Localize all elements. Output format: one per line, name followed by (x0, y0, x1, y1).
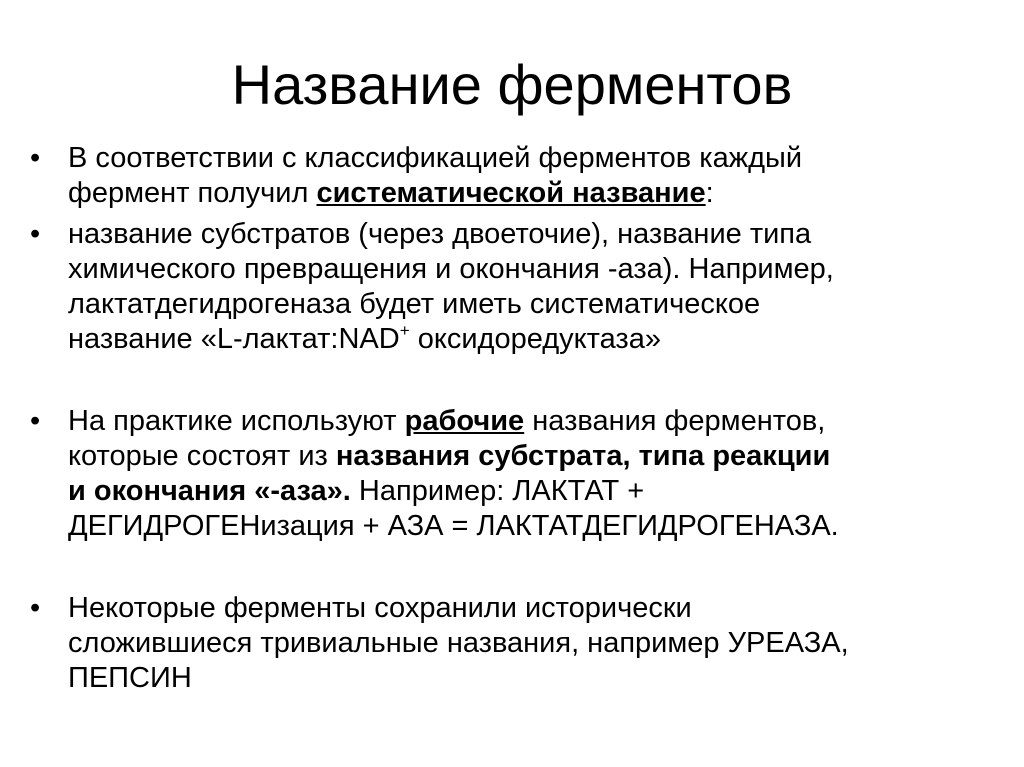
superscript-plus: + (399, 321, 410, 340)
emphasis-systematic-name: систематической название (316, 177, 706, 209)
text-span: На практике используют (68, 405, 405, 437)
text-line: химического превращения и окончания -аза). Например, (68, 253, 834, 285)
text-line: Некоторые ферменты сохранили исторически (68, 592, 692, 624)
slide-title: Название ферментов (231, 53, 793, 116)
bullet-item (30, 404, 990, 544)
text-line: ДЕГИДРОГЕНизация + АЗА = ЛАКТАТДЕГИДРОГЕНАЗА. (68, 510, 839, 542)
text-line: ПЕПСИН (68, 662, 192, 694)
bullet-item (30, 591, 990, 696)
text-line (68, 474, 990, 509)
text-span: Например: ЛАКТАТ + (350, 475, 645, 507)
text-span: оксидоредуктаза» (409, 323, 661, 355)
text-span: фермент получил (68, 177, 317, 209)
emphasis-ending: и окончания «-аза». (68, 475, 351, 507)
text-line (68, 404, 990, 439)
bullet-item (30, 217, 990, 357)
text-line (68, 322, 990, 357)
bullet-dot: • (30, 142, 41, 174)
text-line: название субстратов (через двоеточие), название типа (68, 218, 812, 250)
text-line: лактатдегидрогеназа будет иметь систематическое (68, 288, 761, 320)
bullet-dot: • (30, 592, 41, 624)
bullet-item (30, 141, 990, 211)
text-line (68, 176, 990, 211)
emphasis-substrate-name: названия субстрата, типа реакции (335, 440, 831, 472)
text-line: сложившиеся тривиальные названия, например УРЕАЗА, (68, 627, 849, 659)
bullet-dot: • (30, 218, 41, 250)
emphasis-working: рабочие (404, 405, 525, 437)
text-span: названия ферментов, (524, 405, 826, 437)
bullet-list (30, 141, 990, 696)
text-span: название «L-лактат:NAD (68, 323, 400, 355)
text-line (68, 439, 990, 474)
text-span: которые состоят из (68, 440, 336, 472)
text-span: : (705, 177, 714, 209)
text-line: В соответствии с классификацией ферментов каждый (68, 142, 803, 174)
bullet-dot: • (30, 405, 41, 437)
